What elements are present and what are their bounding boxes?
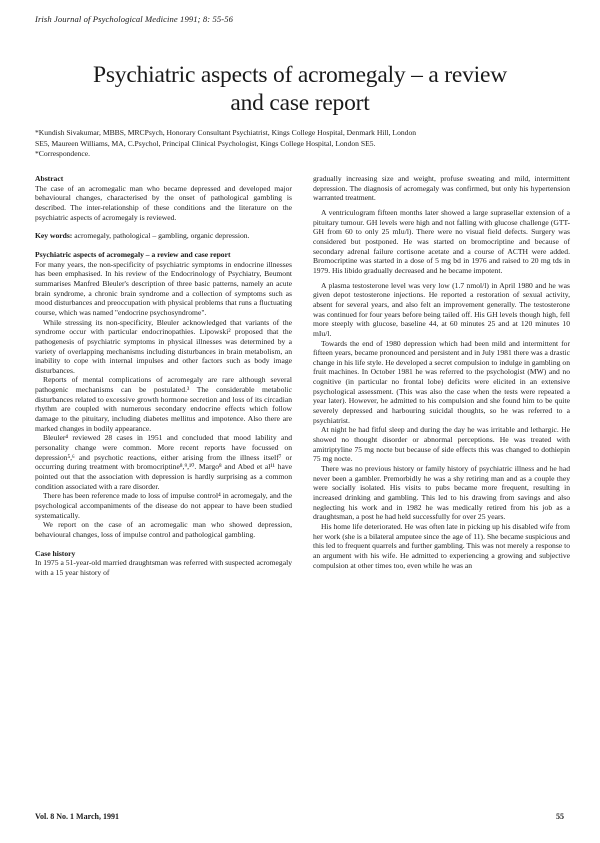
- keywords-text: acromegaly, pathological – gambling, organic depression.: [74, 231, 250, 241]
- review-heading: Psychiatric aspects of acromegaly – a review and case report: [35, 249, 231, 259]
- case-paragraph-3: A plasma testosterone level was very low (1.7 nmol/l) in April 1980 and he was given depot testosterone injections. He reported a restoration of sexual activity, absent for several years, and also felt an improvement generally. The testosterone was continued for four years before being tailed off. His GH levels though high, fell more steeply with glucose, baseline 44, at 60 minutes 25 and at 120 minutes 10 mIu/l.: [313, 280, 570, 338]
- journal-citation: Irish Journal of Psychological Medicine 1991; 8: 55-56: [35, 14, 234, 24]
- keywords: [35, 231, 292, 241]
- author-line-2: SE5, Maureen Williams, MA, C.Psychol, Principal Clinical Psychologist, Kings College Hospital, London SE5.: [35, 138, 376, 148]
- left-column: [35, 174, 292, 578]
- footer-volume: Vol. 8 No. 1 March, 1991: [35, 812, 119, 821]
- page-number: 55: [556, 812, 564, 821]
- case-paragraph-4: Towards the end of 1980 depression which had been mild and intermittent for fifteen years, became pronounced and persistent and in July 1981 there was a drastic change in his life style. He developed a secret compulsion to indulge in gambling on fruit machines. In October 1981 he was referred to the psychologist (MW) and no cognitive (in particular no frontal lobe) deficits were elicited in an extensive psychological assessment. (This was also the case when the tests were repeated a year later). However, he admitted to his compulsion and she found him to be quite severely depressed and harbouring suicidal thoughts, so he was referred to a psychiatrist.: [313, 338, 570, 425]
- case-paragraph-5: At night he had fitful sleep and during the day he was irritable and lethargic. He showed no thought disorder or abnormal perceptions. He was treated with amitriptyline 75 mg nocte but because of side effects this was changed to dothiepin 75 mg nocte.: [313, 425, 570, 464]
- case-paragraph-7: His home life deteriorated. He was often late in picking up his disabled wife from her work (she is a bilateral amputee since the age of 11). She became suspicious and this led to frequent quarrels and further gambling. This was not merely a response to an argument with his wife. He admitted to experiencing a growing and subjective compulsion at other times too, even while he was an: [313, 521, 570, 570]
- case-history-heading: Case history: [35, 548, 76, 558]
- case-paragraph-1: In 1975 a 51-year-old married draughtsman was referred with suspected acromegaly with a 15 year history of: [35, 558, 292, 577]
- author-line-1: *Kundish Sivakumar, MBBS, MRCPsych, Honorary Consultant Psychiatrist, Kings College Hospital, Denmark Hill, London: [35, 128, 417, 137]
- keywords-label: Key words:: [35, 231, 73, 241]
- right-column: [313, 174, 570, 570]
- review-paragraph-3: Reports of mental complications of acromegaly are rare although several pathogenic mechanisms can be postulated.³ The considerable metabolic disturbances related to excessive growth hormone secretion and loss of its circadian rhythm are coupled with numerous secondary endocrine effects which follow damage to the pituitary, including diabetes mellitus and impotence. Also there are marked changes in bodily appearance.: [35, 375, 292, 433]
- case-paragraph-2: A ventriculogram fifteen months later showed a large suprasellar extension of a pituitary tumour. GH levels were high and not falling with glucose challenge (GTT-GH from 60 to only 25 mIu/l). There were no visual field defects. Surgery was considered but postponed. He was started on bromocriptine and because of secondary adrenal failure cortisone acetate and a course of ACTH were added. Bromocriptine was started in a dose of 5 mg bd in 1976 and raised to 20 mg tds in 1979. His libido gradually decreased and he became impotent.: [313, 207, 570, 275]
- review-paragraph-6: We report on the case of an acromegalic man who showed depression, behavioural changes, loss of impulse control and pathological gambling.: [35, 520, 292, 539]
- review-paragraph-4: Bleuler⁴ reviewed 28 cases in 1951 and concluded that mood lability and personality change were common. More recent reports have focussed on depression⁵,⁶ and psychotic reactions, either arising from the illness itself⁷ or occurring during treatment with bromocriptine⁸,⁹,¹⁰. Margo⁸ and Abed et al¹¹ have pointed out that the association with depression is hardly surprising as a common condition associated with a rare disorder.: [35, 433, 292, 491]
- title-line-2: and case report: [230, 90, 370, 116]
- case-paragraph-1-continued: gradually increasing size and weight, profuse sweating and mild, intermittent depression. The diagnosis of acromegaly was confirmed, but only his hypertension warranted treatment.: [313, 174, 570, 203]
- abstract-heading: Abstract: [35, 174, 64, 183]
- title-line-1: Psychiatric aspects of acromegaly – a review: [92, 62, 508, 88]
- author-block: [35, 128, 570, 160]
- review-paragraph-2: While stressing its non-specificity, Bleuler acknowledged that variants of the syndrome occur with particular endocrinopathies. Lipowski² proposed that the pathogenesis of psychiatric symptoms in physical illnesses was determined by a variety of overlapping mechanisms including disturbances in brain metabolism, an inability to cope with internal impulses and other factors such as body image disturbances.: [35, 317, 292, 375]
- case-paragraph-6: There was no previous history or family history of psychiatric illness and he had never been a gambler. Premorbidly he was a shy retiring man and as a couple they were socially isolated. His visits to pubs became more frequent, resulting in increased drinking and gambling. This led to his drawing from savings and also neglecting his work and in 1982 he was medically retired from his job as a draughtsman, a post he had held successfully for over 25 years.: [313, 464, 570, 522]
- correspondence-note: *Correspondence.: [35, 149, 91, 159]
- review-paragraph-5: There has been reference made to loss of impulse control⁴ in acromegaly, and the psychological accompaniments of the disease do not appear to have been studied systematically.: [35, 491, 292, 520]
- article-title: [30, 61, 570, 117]
- abstract-text: The case of an acromegalic man who became depressed and developed major behavioural changes, characterised by the onset of pathological gambling is described. The inter-relationship of these conditions and the literature on the psychiatric aspects of acromegaly is reviewed.: [35, 183, 292, 222]
- review-paragraph-1: For many years, the non-specificity of psychiatric symptoms in endocrine illnesses has been emphasised. In his review of the Endocrinology of Psychiatry, Beumont summarises Manfred Bleuler's description of three basic patterns, namely an acute brain syndrome, a chronic brain syndrome and a collection of symptoms such as mood disturbances and preoccupation with physical problems that runs a fluctuating course, which was named "endocrine psychosyndrome".: [35, 259, 292, 317]
